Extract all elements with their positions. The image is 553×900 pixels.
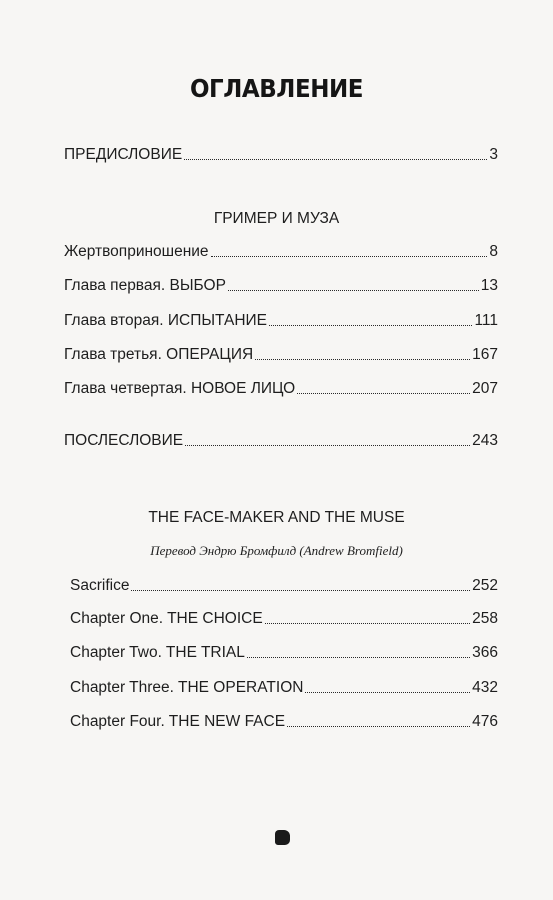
toc-entry-title: Chapter Two. THE TRIAL (70, 644, 245, 661)
toc-entry (70, 678, 498, 698)
toc-entry-page: 258 (472, 610, 498, 627)
toc-entry-page: 111 (474, 312, 498, 329)
toc-entry-title: Глава вторая. ИСПЫТАНИЕ (64, 312, 268, 329)
toc-entry-title: Глава третья. ОПЕРАЦИЯ (64, 346, 254, 363)
dot-leader (265, 622, 470, 624)
toc-entry-title: Chapter Three. THE OPERATION (70, 679, 304, 696)
toc-entry (64, 379, 498, 399)
dot-leader (247, 656, 470, 658)
toc-entry-page: 167 (472, 346, 498, 363)
toc-entry-page: 476 (472, 713, 498, 730)
toc-entry-title: Глава четвертая. НОВОЕ ЛИЦО (64, 380, 296, 397)
part-title-ru: ГРИМЕР И МУЗА (213, 210, 340, 227)
toc-entry-title: Глава первая. ВЫБОР (64, 277, 226, 294)
toc-entry (70, 609, 498, 629)
toc-entry (64, 311, 498, 331)
toc-entry (70, 643, 498, 663)
dot-leader (185, 444, 470, 446)
dot-leader (184, 158, 487, 160)
toc-entry-page: 243 (472, 432, 498, 449)
dot-leader (287, 725, 470, 727)
toc-entry-title: ПРЕДИСЛОВИЕ (64, 146, 183, 163)
dot-leader (297, 392, 470, 394)
toc-entry (70, 576, 498, 596)
dot-leader (269, 324, 472, 326)
dot-leader (305, 691, 470, 693)
toc-entry-page: 13 (480, 277, 498, 294)
toc-entry-page: 432 (472, 679, 498, 696)
dot-leader (131, 589, 470, 591)
toc-entry-preface (64, 145, 498, 165)
toc-entry-afterword (64, 431, 498, 451)
toc-entry-page: 3 (489, 146, 498, 163)
ink-mark (275, 830, 290, 845)
toc-entry-title: Chapter One. THE CHOICE (70, 610, 263, 627)
toc-entry-title: Жертвоприношение (64, 243, 209, 260)
toc-entry-page: 252 (472, 577, 498, 594)
toc-entry-page: 366 (472, 644, 498, 661)
dot-leader (228, 289, 479, 291)
toc-entry-page: 8 (489, 243, 498, 260)
part-title-en: THE FACE-MAKER AND THE MUSE (148, 509, 405, 526)
toc-entry (64, 345, 498, 365)
toc-entry (64, 276, 498, 296)
toc-entry (70, 712, 498, 732)
page-title: ОГЛАВЛЕНИЕ (189, 74, 364, 103)
dot-leader (255, 358, 470, 360)
toc-entry-title: ПОСЛЕСЛОВИЕ (64, 432, 184, 449)
toc-entry-title: Sacrifice (70, 577, 130, 594)
toc-entry-page: 207 (472, 380, 498, 397)
toc-entry-title: Chapter Four. THE NEW FACE (70, 713, 286, 730)
translator-credit: Перевод Эндрю Бромфилд (Andrew Bromfield) (150, 543, 403, 558)
toc-entry (64, 242, 498, 262)
dot-leader (211, 255, 488, 257)
